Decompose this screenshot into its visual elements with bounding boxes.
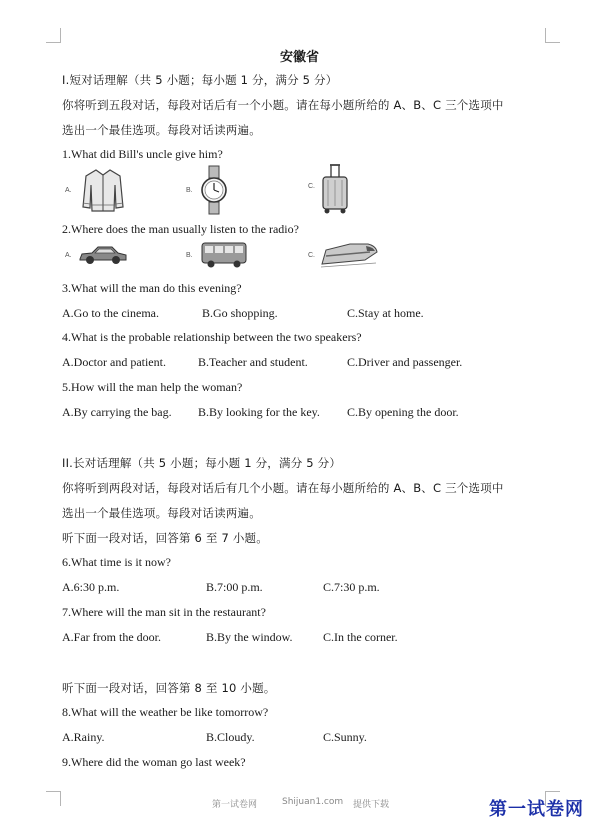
q2-option-a-label: A. [65, 252, 72, 259]
question-2: 2.Where does the man usually listen to the radio? [62, 222, 299, 236]
page-title: 安徽省 [279, 50, 319, 65]
q7-option-b[interactable]: B.By the window. [206, 630, 293, 644]
crop-mark-top-right [545, 28, 560, 43]
question-8: 8.What will the weather be like tomorrow? [62, 705, 269, 719]
question-7: 7.Where will the man sit in the restaurant? [62, 605, 266, 619]
footer-site-name: 第一试卷网 [212, 800, 258, 810]
q3-option-a[interactable]: A.Go to the cinema. [62, 306, 159, 320]
section2-instruction-line2: 选出一个最佳选项。每段对话读两遍。 [62, 506, 261, 520]
bus-icon [200, 241, 248, 269]
q1-option-c-label: C. [308, 183, 315, 190]
footer-site-url[interactable]: Shijuan1.com [282, 797, 344, 807]
question-1: 1.What did Bill's uncle give him? [62, 147, 223, 161]
q1-option-b-label: B. [186, 187, 193, 194]
jacket-icon [82, 167, 124, 213]
q5-option-c[interactable]: C.By opening the door. [347, 405, 459, 419]
q6-option-a[interactable]: A.6:30 p.m. [62, 580, 120, 594]
q6-option-c[interactable]: C.7:30 p.m. [323, 580, 380, 594]
question-6: 6.What time is it now? [62, 555, 171, 569]
q1-option-a-label: A. [65, 187, 72, 194]
section2-heading: II.长对话理解（共 5 小题；每小题 1 分，满分 5 分） [62, 456, 342, 470]
q4-option-c[interactable]: C.Driver and passenger. [347, 355, 463, 369]
car-icon [78, 244, 128, 266]
q8-option-c[interactable]: C.Sunny. [323, 730, 367, 744]
q6-option-b[interactable]: B.7:00 p.m. [206, 580, 263, 594]
q7-option-a[interactable]: A.Far from the door. [62, 630, 161, 644]
section1-instruction-line2: 选出一个最佳选项。每段对话读两遍。 [62, 123, 261, 137]
q3-option-c[interactable]: C.Stay at home. [347, 306, 424, 320]
q2-option-c-label: C. [308, 252, 315, 259]
q2-option-b-label: B. [186, 252, 193, 259]
q4-option-b[interactable]: B.Teacher and student. [198, 355, 308, 369]
q3-option-b[interactable]: B.Go shopping. [202, 306, 278, 320]
question-5: 5.How will the man help the woman? [62, 380, 243, 394]
watch-icon [200, 165, 228, 215]
question-4: 4.What is the probable relationship between the two speakers? [62, 330, 362, 344]
q8-option-b[interactable]: B.Cloudy. [206, 730, 255, 744]
footer-download-text: 提供下载 [353, 800, 390, 810]
brand-logo: 第一试卷网 [489, 799, 584, 820]
q8-option-a[interactable]: A.Rainy. [62, 730, 105, 744]
q5-option-b[interactable]: B.By looking for the key. [198, 405, 320, 419]
section1-heading: I.短对话理解（共 5 小题；每小题 1 分，满分 5 分） [62, 73, 338, 87]
section2-instruction-line1: 你将听到两段对话，每段对话后有几个小题。请在每小题所给的 A、B、C 三个选项中 [62, 481, 504, 495]
crop-mark-top-left [46, 28, 61, 43]
q5-option-a[interactable]: A.By carrying the bag. [62, 405, 172, 419]
question-3: 3.What will the man do this evening? [62, 281, 242, 295]
crop-mark-bottom-left [46, 791, 61, 806]
question-9: 9.Where did the woman go last week? [62, 755, 246, 769]
section1-instruction-line1: 你将听到五段对话，每段对话后有一个小题。请在每小题所给的 A、B、C 三个选项中 [62, 98, 504, 112]
dialog1-instruction: 听下面一段对话，回答第 6 至 7 小题。 [62, 531, 268, 545]
dialog2-instruction: 听下面一段对话，回答第 8 至 10 小题。 [62, 681, 276, 695]
suitcase-icon [320, 163, 350, 215]
train-icon [320, 238, 378, 270]
q4-option-a[interactable]: A.Doctor and patient. [62, 355, 166, 369]
q7-option-c[interactable]: C.In the corner. [323, 630, 398, 644]
